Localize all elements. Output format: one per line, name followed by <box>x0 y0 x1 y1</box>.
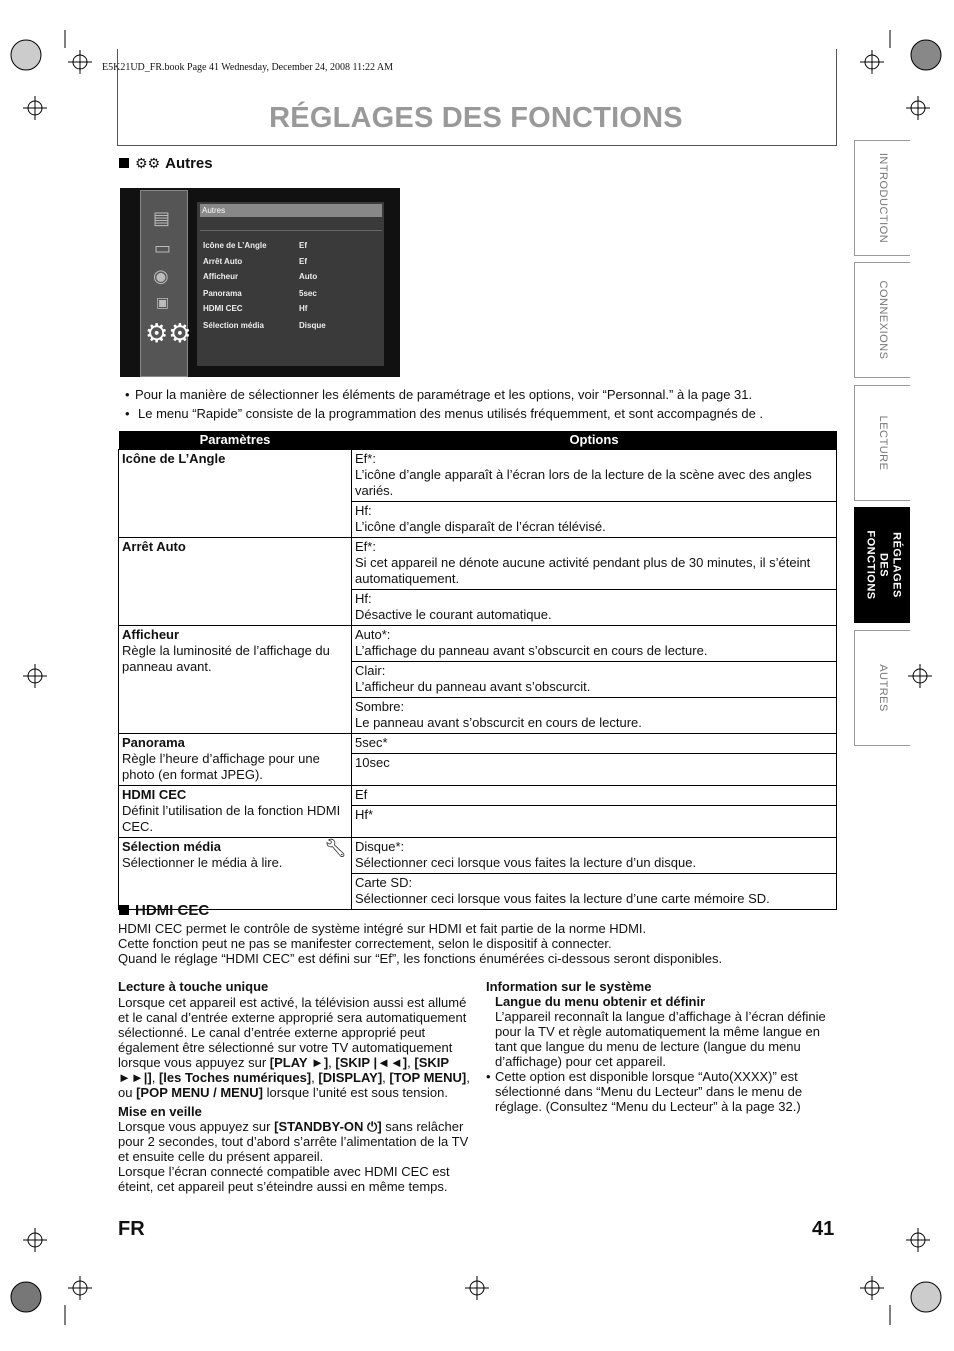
screen-row-label: Sélection média <box>203 321 264 330</box>
tab-lecture[interactable]: LECTURE <box>854 385 910 501</box>
table-row <box>119 626 837 662</box>
option-cell: Hf: Désactive le courant automatique. <box>352 590 837 626</box>
param-cell: Arrêt Auto <box>119 538 352 626</box>
option-cell: Hf: L’icône d’angle disparaît de l’écran télévisé. <box>352 502 837 538</box>
column-header: Options <box>352 431 837 450</box>
option-cell: 10sec <box>352 754 837 786</box>
panel-divider <box>200 230 382 231</box>
paragraph-language: L’appareil reconnaît la langue d’affichage à l’écran définie pour la TV et règle automatiquement la même langue en tant que langue du menu de lecture (langue du menu d’affichage) pour cet appareil. <box>495 1009 826 1069</box>
settings-screen-mockup <box>120 188 400 377</box>
subheading: Mise en veille <box>118 1104 202 1119</box>
option-cell: Sombre: Le panneau avant s’obscurcit en cours de lecture. <box>352 698 837 734</box>
table-row <box>119 734 837 754</box>
left-column <box>118 979 470 1194</box>
table-row <box>119 838 837 874</box>
bullet-item: • Cette option est disponible lorsque “Auto(XXXX)” est sélectionné dans “Menu du Lecteur” dans le menu de réglage. (Consultez “Menu du Lecteur” à la page 32.) <box>486 1069 803 1114</box>
page-title: RÉGLAGES DES FONCTIONS <box>269 102 683 134</box>
screen-row-label: Afficheur <box>203 272 239 281</box>
screen-icon: ▭ <box>154 238 172 258</box>
option-cell: Disque*: Sélectionner ceci lorsque vous faites la lecture d’un disque. <box>352 838 837 874</box>
settings-panel <box>197 202 384 366</box>
screen-row-value: 5sec <box>299 289 317 298</box>
screen-row-value: Hf <box>299 304 308 313</box>
bullet-item: • Pour la manière de sélectionner les éléments de paramétrage et les options, voir “Personnal.” à la page 31. <box>125 387 753 402</box>
screen-title: Autres <box>200 204 382 217</box>
option-cell: Carte SD: Sélectionner ceci lorsque vous faites la lecture d’une carte mémoire SD. <box>352 874 837 910</box>
hdmi-intro: HDMI CEC permet le contrôle de système intégré sur HDMI et fait partie de la norme HDMI. Cette fonction peut ne pas se manifester correctement, selon le dispositif à connecter. Quand le réglage “HDMI CEC” est défini sur “Ef”, les fonctions énumérées ci-dessous seront disponibles. <box>118 921 723 966</box>
screen-row-label: HDMI CEC <box>203 304 243 313</box>
section-heading-autres: ⚙⚙ Autres <box>119 155 213 172</box>
param-cell: Panorama Règle l’heure d’affichage pour une photo (en format JPEG). <box>119 734 352 786</box>
gear-icon: ⚙⚙ <box>135 155 161 171</box>
option-cell: Ef*: L’icône d’angle apparaît à l’écran lors de la lecture de la scène avec des angles variés. <box>352 450 837 502</box>
table-row <box>119 450 837 502</box>
tab-introduction[interactable]: INTRODUCTION <box>854 140 910 256</box>
tab-autres[interactable]: AUTRES <box>854 630 910 746</box>
column-header: Paramètres <box>119 431 352 450</box>
section-heading-hdmi-cec: HDMI CEC <box>119 902 209 919</box>
footer-language: FR <box>118 1218 145 1240</box>
screen-row-label: Icône de L’Angle <box>203 241 267 250</box>
display-icon: ▤ <box>153 208 171 228</box>
file-header-line: E5K21UD_FR.book Page 41 Wednesday, December 24, 2008 11:22 AM <box>102 62 394 73</box>
screen-row-value: Disque <box>299 321 326 330</box>
option-cell: Ef <box>352 786 837 806</box>
option-cell: Ef*: Si cet appareil ne dénote aucune activité pendant plus de 30 minutes, il s’éteint automatiquement. <box>352 538 837 590</box>
options-table <box>118 431 837 910</box>
page-number: 41 <box>812 1218 835 1240</box>
param-cell: Icône de L’Angle <box>119 450 352 538</box>
tab-connexions[interactable]: CONNEXIONS <box>854 262 910 378</box>
param-cell: HDMI CEC Définit l’utilisation de la fonction HDMI CEC. <box>119 786 352 838</box>
lock-icon: ▣ <box>156 294 170 310</box>
paragraph-standby: Lorsque vous appuyez sur [STANDBY-ON ⏻] sans relâcher pour 2 secondes, tout d’abord s’arrête l’alimentation de la TV et ensuite celle du présent appareil. Lorsque l’écran connecté compatible avec HDMI CEC est éteint, cet appareil peut s’éteindre aussi en même temps. <box>118 1119 469 1194</box>
param-cell: Sélection média Sélectionner le média à lire. 🔧︎ <box>119 838 352 910</box>
option-cell: Clair: L’afficheur du panneau avant s’obscurcit. <box>352 662 837 698</box>
screen-row-value: Auto <box>299 272 318 281</box>
screen-row-label: Arrêt Auto <box>203 257 243 266</box>
screen-row-label: Panorama <box>203 289 242 298</box>
option-cell: Auto*: L’affichage du panneau avant s’obscurcit en cours de lecture. <box>352 626 837 662</box>
option-cell: Hf* <box>352 806 837 838</box>
screen-row-value: Ef <box>299 241 307 250</box>
screen-row-value: Ef <box>299 257 307 266</box>
gear-icon: ⚙⚙ <box>145 318 192 348</box>
paragraph-one-touch: Lorsque cet appareil est activé, la télévision aussi est allumé et le canal d’entrée externe approprié sera automatiquement sélectionné. Le canal d’entrée externe approprié peut également être sélectionné sur votre TV automatiquement lorsque vous appuyez sur [PLAY ►], [SKIP |◄◄], [SKIP ►►|], [les Toches numériques], [DISPLAY], [TOP MENU], ou [POP MENU / MENU] lorsque l’unité est sous tension. <box>118 995 470 1100</box>
tab-reglages-des-fonctions[interactable]: RÉGLAGES DES FONCTIONS <box>854 507 910 623</box>
subheading: Langue du menu obtenir et définir <box>495 994 706 1009</box>
audio-icon: ◉ <box>153 266 169 286</box>
table-row <box>119 786 837 806</box>
option-cell: 5sec* <box>352 734 837 754</box>
subheading: Lecture à touche unique <box>118 979 269 994</box>
bullet-item: • Le menu “Rapide” consiste de la programmation des menus utilisés fréquemment, et sont accompagnés de . <box>125 406 764 421</box>
subheading: Information sur le système <box>486 979 652 994</box>
wrench-icon: 🔧︎ <box>324 838 347 858</box>
table-row <box>119 538 837 590</box>
param-cell: Afficheur Règle la luminosité de l’affichage du panneau avant. <box>119 626 352 734</box>
right-column <box>486 979 831 1114</box>
